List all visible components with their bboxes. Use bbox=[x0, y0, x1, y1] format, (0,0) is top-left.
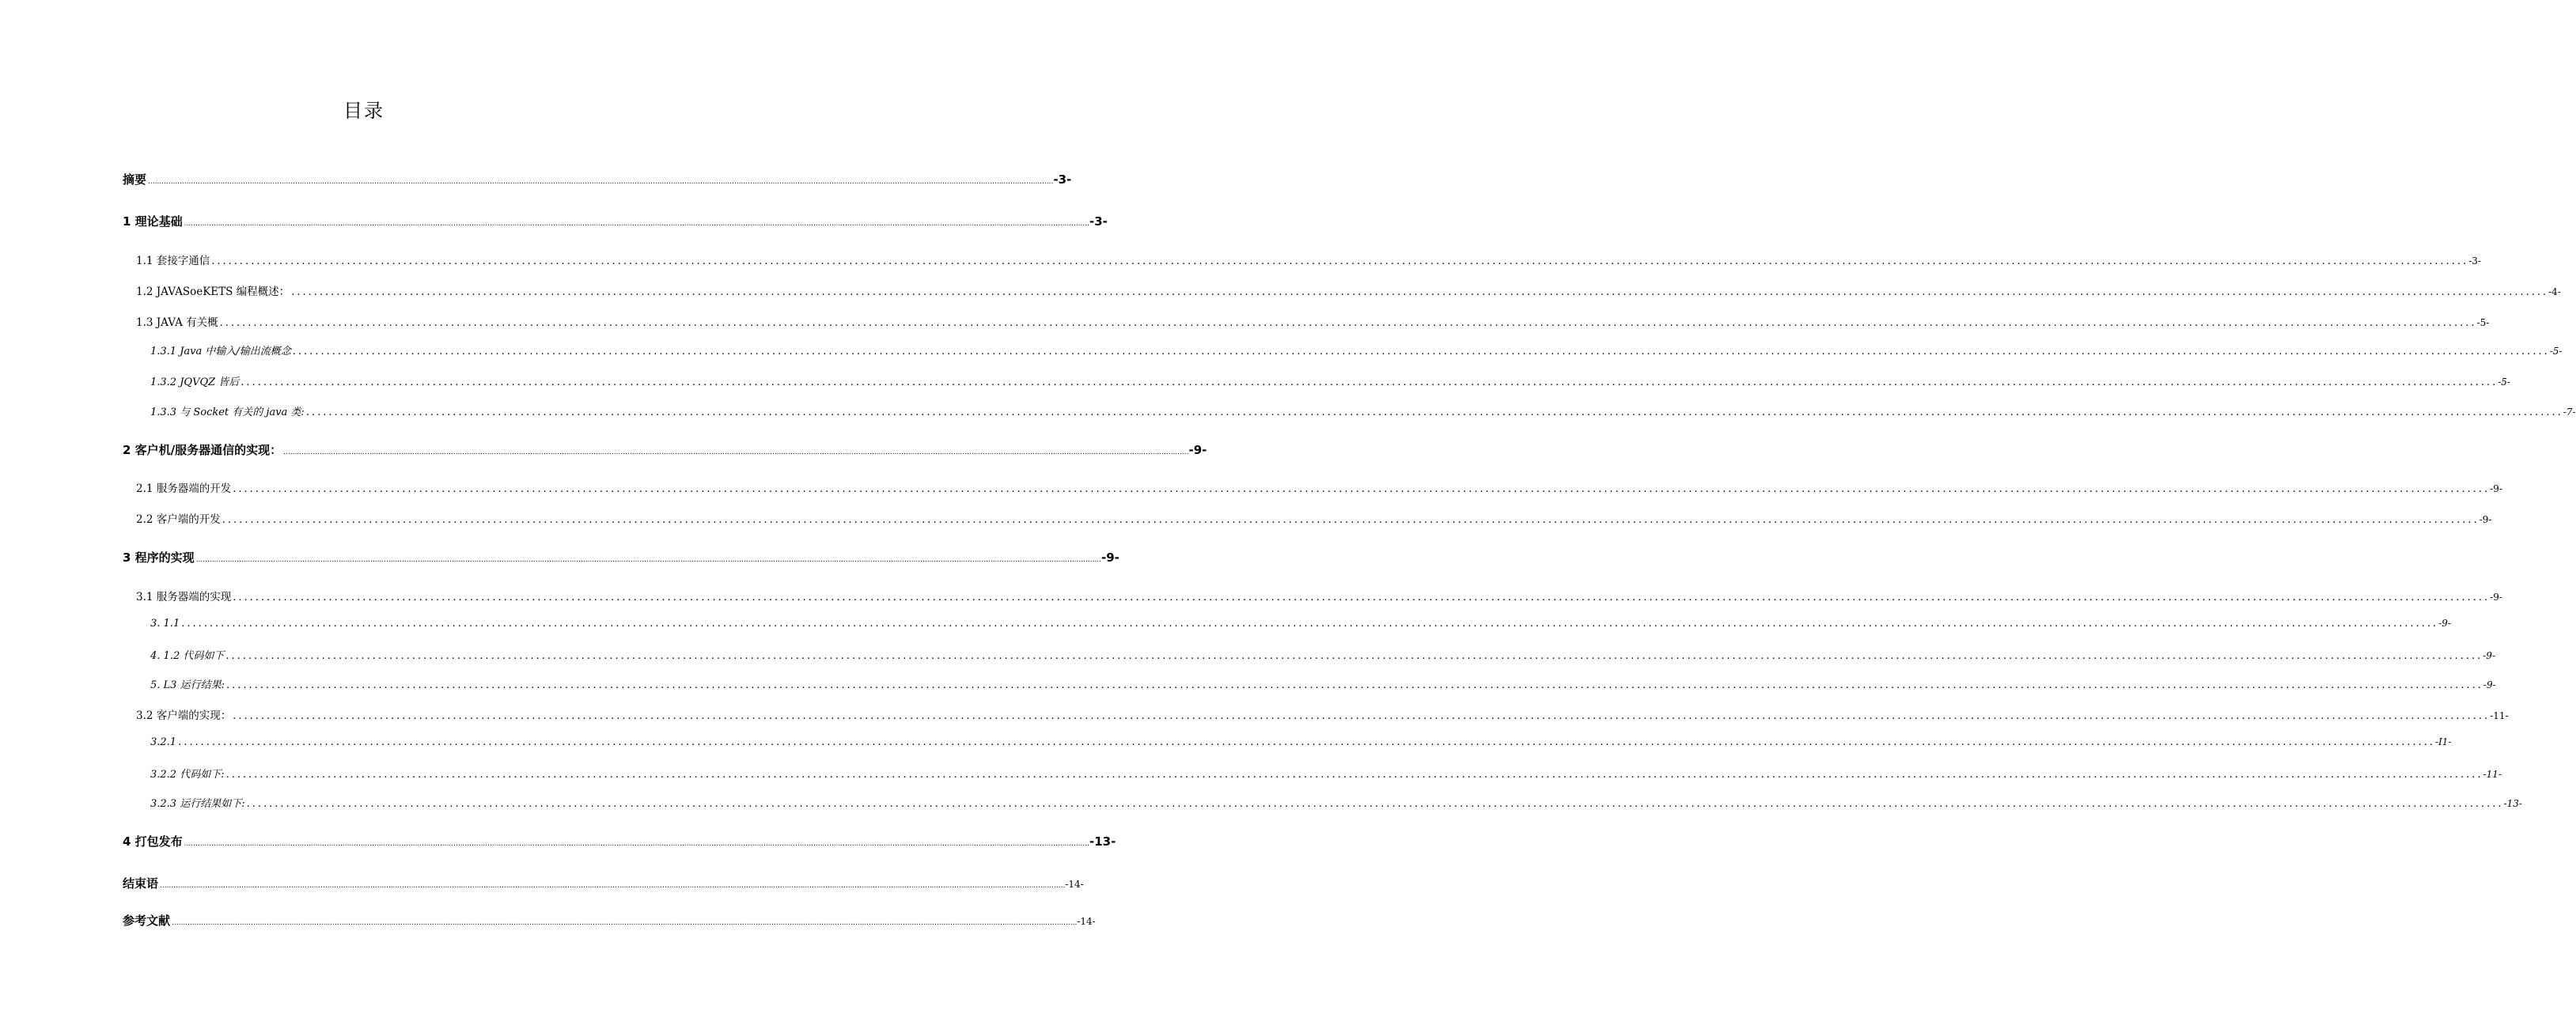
toc-entry-label: 3. 1.1 bbox=[150, 618, 180, 630]
toc-entry-subsection-3-2-1[interactable] bbox=[150, 736, 2452, 748]
toc-entry-label: 3.1 服务器端的实现 bbox=[136, 591, 232, 603]
toc-entry-label: 摘要 bbox=[123, 172, 147, 187]
toc-entry-page: -14- bbox=[1077, 916, 1096, 927]
toc-entry-label: 3.2.2 代码如下: bbox=[150, 769, 225, 781]
toc-entry-label: 4. 1.2 代码如下 bbox=[150, 650, 225, 662]
toc-entry-page: -5- bbox=[2549, 346, 2563, 357]
toc-entry-label: 1.3.3 与 Socket 有关的 java 类: bbox=[150, 407, 305, 418]
toc-entry-page: -9- bbox=[1101, 550, 1119, 565]
dot-leader: ................................................................................................................................................................................................................................................................................................................................................................................................................ bbox=[148, 178, 1054, 186]
toc-entry-label: 结束语 bbox=[123, 876, 159, 891]
dot-leader: ................................................................................................................................................................................................................................................................................................................................................................................................................ bbox=[233, 592, 2491, 603]
toc-entry-chapter-3[interactable] bbox=[123, 549, 1119, 566]
toc-entry-page: -14- bbox=[1065, 879, 1084, 890]
dot-leader: ................................................................................................................................................................................................................................................................................................................................................................................................................ bbox=[160, 882, 1066, 890]
toc-entry-page: -9- bbox=[2479, 514, 2492, 525]
toc-entry-section-2-2[interactable] bbox=[136, 510, 2492, 526]
dot-leader: ................................................................................................................................................................................................................................................................................................................................................................................................................ bbox=[241, 376, 2498, 388]
toc-entry-conclusion[interactable] bbox=[123, 875, 1084, 891]
toc-title: 目录 bbox=[343, 100, 385, 122]
toc-entry-subsection-3-2-2[interactable] bbox=[150, 766, 2502, 781]
toc-entry-label: 1.2 JAVASoeKETS 编程概述： bbox=[136, 286, 290, 298]
toc-entry-subsection-3-1-1[interactable] bbox=[150, 618, 2451, 630]
dot-leader: ................................................................................................................................................................................................................................................................................................................................................................................................................ bbox=[305, 407, 2563, 418]
dot-leader: ................................................................................................................................................................................................................................................................................................................................................................................................................ bbox=[283, 448, 1189, 456]
toc-entry-page: -11- bbox=[2483, 769, 2502, 780]
toc-entry-page: -5- bbox=[2476, 317, 2490, 328]
toc-entry-page: -9- bbox=[2438, 618, 2451, 629]
toc-entry-page: -13- bbox=[1089, 834, 1116, 849]
toc-entry-label: 5. L3 运行结果: bbox=[150, 679, 225, 691]
dot-leader: ................................................................................................................................................................................................................................................................................................................................................................................................................ bbox=[172, 919, 1078, 927]
toc-entry-label: 1.3.1 Java 中输入/输出流概念 bbox=[150, 346, 291, 358]
toc-entry-chapter-2[interactable] bbox=[123, 441, 1207, 458]
dot-leader: ................................................................................................................................................................................................................................................................................................................................................................................................................ bbox=[178, 736, 2436, 748]
toc-entry-label: 2.1 服务器端的开发 bbox=[136, 482, 232, 495]
toc-entry-label: 4 打包发布 bbox=[123, 834, 183, 849]
toc-entry-page: -3- bbox=[2468, 255, 2481, 267]
toc-entry-label: 2 客户机/服务器通信的实现： bbox=[123, 443, 282, 457]
dot-leader: ................................................................................................................................................................................................................................................................................................................................................................................................................ bbox=[222, 514, 2479, 526]
dot-leader: ................................................................................................................................................................................................................................................................................................................................................................................................................ bbox=[184, 840, 1090, 848]
toc-entry-subsection-1-3-2[interactable] bbox=[150, 373, 2510, 388]
toc-entry-chapter-1[interactable] bbox=[123, 213, 1108, 229]
toc-entry-page: -9- bbox=[2483, 679, 2496, 690]
dot-leader: ................................................................................................................................................................................................................................................................................................................................................................................................................ bbox=[219, 317, 2477, 329]
toc-entry-label: 参考文献 bbox=[123, 914, 171, 928]
toc-entry-references[interactable] bbox=[123, 912, 1096, 929]
toc-entry-page: -3- bbox=[1053, 172, 1072, 187]
dot-leader: ................................................................................................................................................................................................................................................................................................................................................................................................................ bbox=[292, 346, 2550, 358]
toc-entry-page: -9- bbox=[1188, 443, 1207, 457]
toc-entry-label: 3.2 客户端的实现： bbox=[136, 709, 232, 722]
toc-entry-label: 3 程序的实现 bbox=[123, 550, 195, 565]
toc-entry-page: -9- bbox=[2490, 592, 2502, 603]
toc-entry-section-1-2[interactable] bbox=[136, 282, 2561, 298]
toc-entry-section-2-1[interactable] bbox=[136, 479, 2502, 495]
toc-entry-page: -9- bbox=[2483, 650, 2496, 661]
toc-entry-label: 1.1 套接字通信 bbox=[136, 255, 210, 267]
toc-entry-section-1-1[interactable] bbox=[136, 252, 2481, 267]
toc-entry-page: -9- bbox=[2490, 483, 2502, 494]
dot-leader: ................................................................................................................................................................................................................................................................................................................................................................................................................ bbox=[225, 650, 2483, 662]
toc-entry-page: -3- bbox=[1089, 214, 1108, 229]
dot-leader: ................................................................................................................................................................................................................................................................................................................................................................................................................ bbox=[291, 286, 2549, 298]
dot-leader: ................................................................................................................................................................................................................................................................................................................................................................................................................ bbox=[181, 618, 2439, 630]
dot-leader: ................................................................................................................................................................................................................................................................................................................................................................................................................ bbox=[184, 220, 1090, 228]
toc-entry-page: -11- bbox=[2490, 710, 2509, 721]
toc-entry-page: -I1- bbox=[2435, 736, 2452, 747]
toc-entry-label: 2.2 客户端的开发 bbox=[136, 513, 221, 526]
dot-leader: ................................................................................................................................................................................................................................................................................................................................................................................................................ bbox=[195, 556, 1102, 564]
dot-leader: ................................................................................................................................................................................................................................................................................................................................................................................................................ bbox=[246, 798, 2504, 810]
dot-leader: ................................................................................................................................................................................................................................................................................................................................................................................................................ bbox=[233, 710, 2491, 722]
toc-entry-section-3-1[interactable] bbox=[136, 588, 2502, 603]
toc-entry-subsection-3-2-3[interactable] bbox=[150, 795, 2522, 810]
toc-entry-section-3-2[interactable] bbox=[136, 706, 2509, 722]
toc-entry-page: -7- bbox=[2563, 407, 2576, 418]
toc-entry-section-1-3[interactable] bbox=[136, 313, 2490, 329]
toc-entry-abstract[interactable] bbox=[123, 171, 1072, 187]
toc-entry-page: -13- bbox=[2503, 798, 2522, 809]
toc-entry-subsection-3-1-2[interactable] bbox=[150, 647, 2496, 662]
toc-entry-label: 3.2.1 bbox=[150, 736, 177, 748]
toc-entry-page: -5- bbox=[2498, 376, 2510, 388]
toc-entry-subsection-1-3-3[interactable] bbox=[150, 403, 2576, 418]
toc-entry-label: 1.3.2 JQVQZ 皆后 bbox=[150, 376, 240, 388]
toc-entry-label: 1 理论基础 bbox=[123, 214, 183, 229]
toc-entry-page: -4- bbox=[2548, 286, 2561, 297]
toc-entry-chapter-4[interactable] bbox=[123, 833, 1116, 849]
dot-leader: ................................................................................................................................................................................................................................................................................................................................................................................................................ bbox=[225, 769, 2483, 781]
toc-entry-subsection-1-3-1[interactable] bbox=[150, 342, 2563, 358]
dot-leader: ................................................................................................................................................................................................................................................................................................................................................................................................................ bbox=[211, 255, 2469, 267]
toc-entry-subsection-3-1-3[interactable] bbox=[150, 676, 2496, 691]
dot-leader: ................................................................................................................................................................................................................................................................................................................................................................................................................ bbox=[233, 483, 2491, 495]
toc-entry-label: 1.3 JAVA 有关概 bbox=[136, 316, 218, 329]
dot-leader: ................................................................................................................................................................................................................................................................................................................................................................................................................ bbox=[225, 679, 2483, 691]
toc-entry-label: 3.2.3 运行结果如下: bbox=[150, 798, 245, 810]
